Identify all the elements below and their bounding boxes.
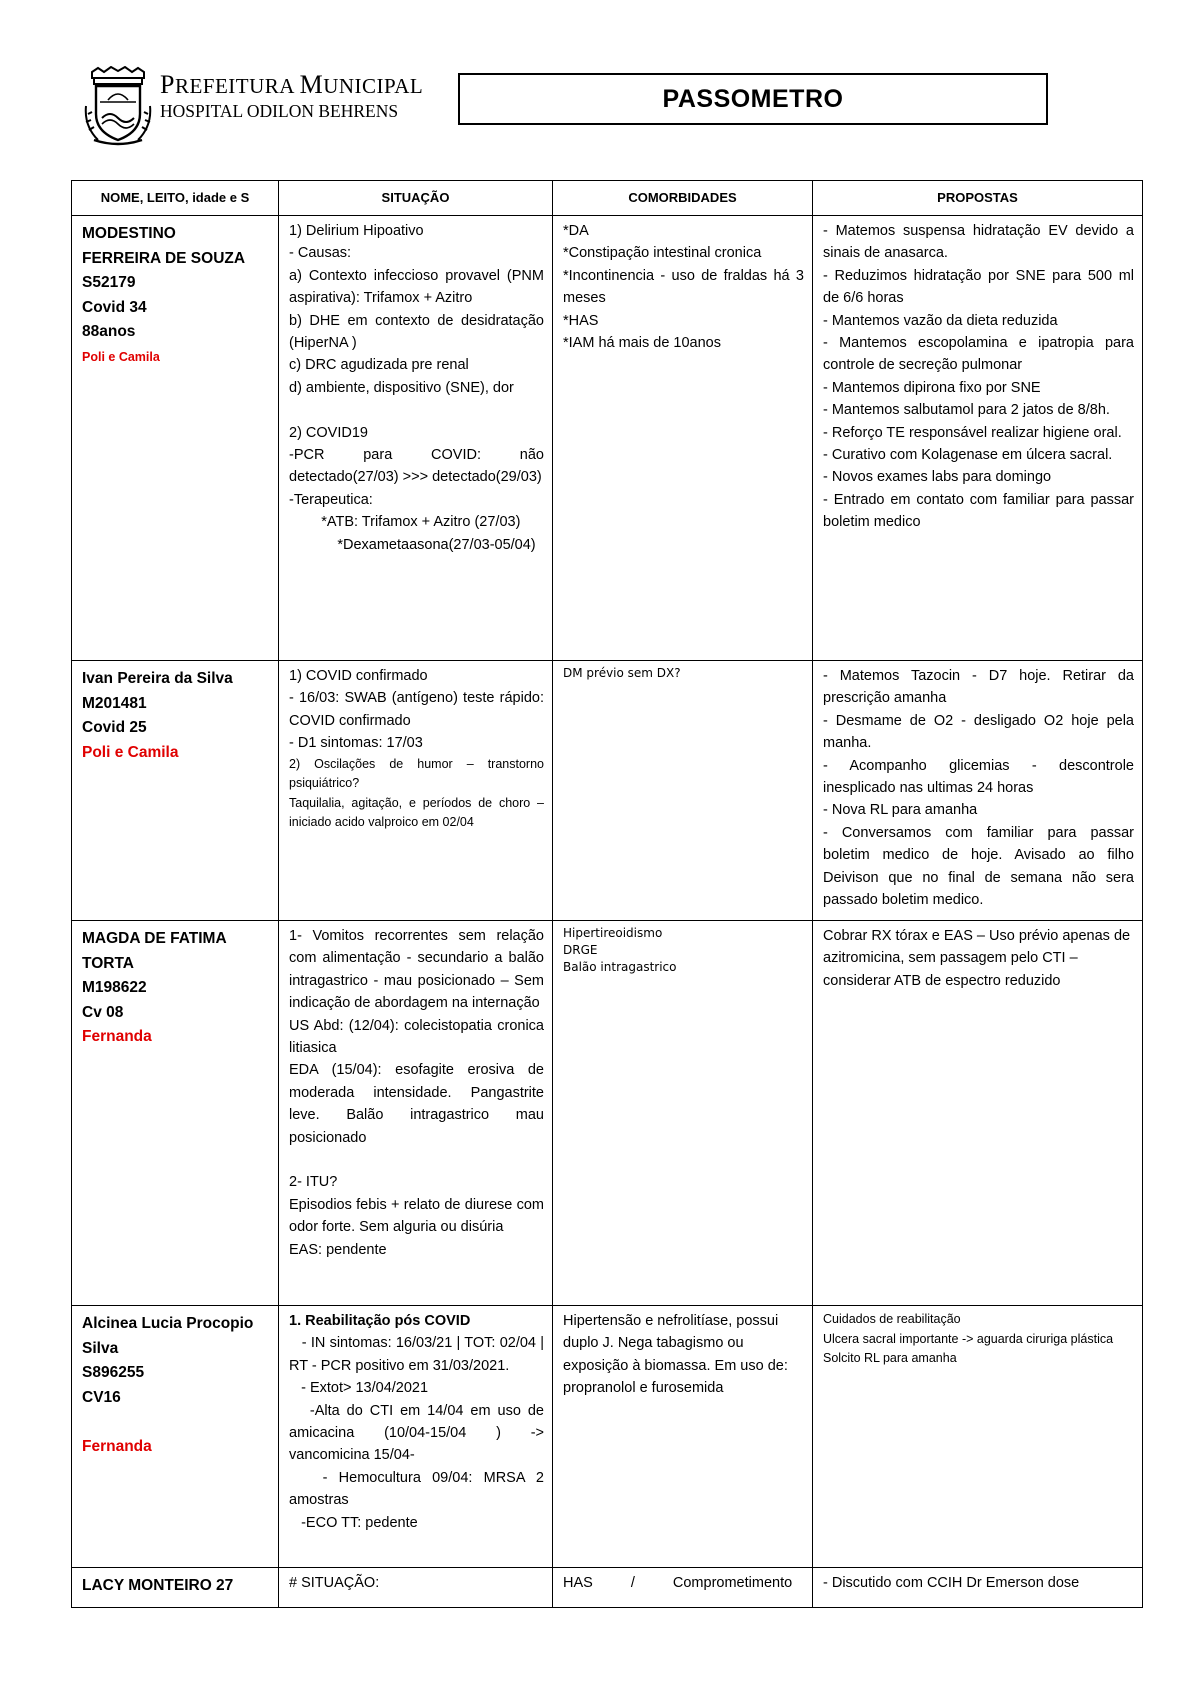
patient-name-line: TORTA: [82, 954, 134, 972]
comorbidities-cell: Hipertensão e nefrolitíase, possui duplo J. Nega tabagismo ou exposição à biomassa. Em uso de: propranolol e furosemida: [553, 1306, 813, 1568]
situation-line: 1) COVID confirmado: [289, 668, 428, 684]
patient-bed: Covid 25: [82, 719, 147, 736]
situation-line: 1- Vomitos recorrentes sem relação com alimentação - secundario a balão intragastrico - mau posicionado – Sem indicação de abordagem na internação: [289, 928, 549, 1012]
column-header: PROPOSTAS: [813, 181, 1143, 216]
document-header: [80, 64, 1050, 144]
proposals-cell: Cobrar RX tórax e EAS – Uso prévio apenas de azitromicina, sem passagem pelo CTI – considerar ATB de espectro reduzido: [813, 921, 1143, 1306]
table-row: [72, 216, 1143, 661]
patient-identification: [72, 216, 279, 661]
situation-line: d) ambiente, dispositivo (SNE), dor: [289, 379, 514, 396]
situation-line: 1) Delirium Hipoativo: [289, 223, 424, 239]
situation-line: Taquilalia, agitação, e períodos de choro – iniciado acido valproico em 02/04: [289, 795, 548, 830]
comorbidities-cell: [553, 921, 813, 1306]
patient-name-line: Silva: [82, 1339, 119, 1357]
situation-line: 2) Oscilações de humor – transtorno psiquiátrico?: [289, 756, 548, 791]
situation-line: [289, 1149, 544, 1171]
comorbidity-line: *DA: [563, 223, 589, 239]
situation-cell: [279, 921, 553, 1306]
situation-line: -ECO TT: pedente: [289, 1514, 418, 1531]
proposal-line: - Matemos Tazocin - D7 hoje. Retirar da prescrição amanha: [823, 668, 1139, 707]
situation-line: 2) COVID19: [289, 424, 368, 441]
patient-name-line: MAGDA DE FATIMA: [82, 930, 227, 947]
proposal-line: - Novos exames labs para domingo: [823, 469, 1052, 486]
column-header: NOME, LEITO, idade e S: [72, 181, 279, 216]
proposals-cell: [813, 1306, 1143, 1568]
comorbidity-line: *Incontinencia - uso de fraldas há 3 meses: [563, 267, 809, 307]
table-row: [72, 921, 1143, 1306]
patient-record: S896255: [82, 1364, 145, 1381]
situation-line: a) Contexto infeccioso provavel (PNM aspirativa): Trifamox + Azitro: [289, 267, 549, 307]
proposal-line: Solcito RL para amanha: [823, 1351, 957, 1365]
proposal-line: - Mantemos dipirona fixo por SNE: [823, 379, 1041, 396]
proposal-line: Ulcera sacral importante -> aguarda ciruriga plástica: [823, 1331, 1114, 1346]
municipal-coat-of-arms-icon: [84, 66, 152, 146]
comorbidity-line: *HAS: [563, 312, 599, 329]
situation-line: -Alta do CTI em 14/04 em uso de amicacina (10/04-15/04 ) -> vancomicina 15/04-: [289, 1402, 549, 1464]
handover-table: [71, 180, 1143, 1608]
table-row: [72, 1568, 1143, 1608]
situation-line: - D1 sintomas: 17/03: [289, 735, 423, 752]
situation-line: - Causas:: [289, 245, 352, 262]
care-team: Fernanda: [82, 1437, 152, 1455]
proposal-line: - Mantemos salbutamol para 2 jatos de 8/8h.: [823, 402, 1110, 419]
patient-identification: [72, 1306, 279, 1568]
proposal-line: - Desmame de O2 - desligado O2 hoje pela manha.: [823, 712, 1139, 752]
patient-name-line: MODESTINO: [82, 225, 176, 242]
document-title: PASSOMETRO: [662, 84, 844, 113]
proposal-line: - Matemos suspensa hidratação EV devido a sinais de anasarca.: [823, 223, 1139, 262]
patient-name-line: FERREIRA DE SOUZA: [82, 249, 246, 267]
hospital-name: HOSPITAL ODILON BEHRENS: [160, 101, 399, 121]
patient-name-line: Alcinea Lucia Procopio: [82, 1315, 254, 1332]
proposals-cell: [813, 216, 1143, 661]
proposals-cell: [813, 661, 1143, 921]
column-header: COMORBIDADES: [553, 181, 813, 216]
patient-identification: LACY MONTEIRO 27: [72, 1568, 279, 1608]
document-title-box: [458, 73, 1048, 125]
patient-record: S52179: [82, 274, 136, 291]
situation-line: 2- ITU?: [289, 1174, 338, 1191]
municipality-name: PREFEITURA MUNICIPAL: [160, 70, 424, 99]
care-team: Poli e Camila: [82, 743, 179, 761]
situation-line: [289, 399, 544, 421]
proposal-line: - Entrado em contato com familiar para passar boletim medico: [823, 491, 1139, 531]
table-header-row: [72, 181, 1143, 216]
situation-heading: 1. Reabilitação pós COVID: [289, 1313, 471, 1329]
comorbidity-line: *IAM há mais de 10anos: [563, 335, 721, 352]
column-header: SITUAÇÃO: [279, 181, 553, 216]
situation-line: US Abd: (12/04): colecistopatia cronica litiasica: [289, 1017, 549, 1057]
proposal-line: - Mantemos escopolamina e ipatropia para controle de secreção pulmonar: [823, 335, 1139, 374]
comorbidities-cell: DM prévio sem DX?: [553, 661, 813, 921]
situation-line: *ATB: Trifamox + Azitro (27/03): [289, 514, 521, 531]
situation-line: - Hemocultura 09/04: MRSA 2 amostras: [289, 1469, 549, 1509]
proposal-line: - Reduzimos hidratação por SNE para 500 ml de 6/6 horas: [823, 267, 1139, 307]
situation-cell: [279, 661, 553, 921]
comorbidities-cell: [553, 1568, 813, 1608]
situation-line: Episodios febis + relato de diurese com odor forte. Sem alguria ou disúria: [289, 1196, 549, 1236]
situation-line: - IN sintomas: 16/03/21 | TOT: 02/04 | RT - PCR positivo em 31/03/2021.: [289, 1335, 549, 1374]
situation-cell: # SITUAÇÃO:: [279, 1568, 553, 1608]
proposal-line: - Reforço TE responsável realizar higiene oral.: [823, 424, 1122, 441]
proposal-line: - Nova RL para amanha: [823, 802, 978, 819]
patient-identification: [72, 921, 279, 1306]
patient-record: M198622: [82, 979, 147, 996]
comorbidity-line: *Constipação intestinal cronica: [563, 245, 762, 262]
proposal-line: - Acompanho glicemias - descontrole inesplicado nas ultimas 24 horas: [823, 757, 1139, 797]
table-row: [72, 1306, 1143, 1568]
situation-line: b) DHE em contexto de desidratação (HiperNA ): [289, 312, 549, 352]
situation-line: EDA (15/04): esofagite erosiva de moderada intensidade. Pangastrite leve. Balão intragastrico mau posicionado: [289, 1062, 549, 1146]
patient-bed: CV16: [82, 1388, 121, 1406]
proposal-line: - Conversamos com familiar para passar boletim medico de hoje. Avisado ao filho Deivison que no final de semana não sera passado boletim medico.: [823, 824, 1139, 909]
care-team: Fernanda: [82, 1028, 152, 1045]
organization-block: [160, 70, 423, 122]
patient-identification: [72, 661, 279, 921]
table-row: [72, 661, 1143, 921]
situation-line: - 16/03: SWAB (antígeno) teste rápido: COVID confirmado: [289, 690, 549, 729]
patient-bed: Covid 34: [82, 298, 147, 316]
patient-name-line: Ivan Pereira da Silva: [82, 670, 233, 687]
comorbidity-line: Balão intragastrico: [563, 960, 677, 974]
situation-line: -Terapeutica:: [289, 491, 373, 508]
comorbidities-cell: [553, 216, 813, 661]
situation-line: - Extot> 13/04/2021: [289, 1380, 429, 1397]
situation-cell: [279, 216, 553, 661]
situation-line: -PCR para COVID: não detectado(27/03) >>> detectado(29/03): [289, 447, 549, 486]
patient-age: 88anos: [82, 323, 136, 340]
proposals-cell: - Discutido com CCIH Dr Emerson dose: [813, 1568, 1143, 1608]
care-team: Poli e Camila: [82, 349, 160, 364]
proposal-line: - Mantemos vazão da dieta reduzida: [823, 312, 1058, 329]
situation-line: c) DRC agudizada pre renal: [289, 357, 469, 374]
situation-line: EAS: pendente: [289, 1241, 387, 1258]
proposal-line: - Curativo com Kolagenase em úlcera sacral.: [823, 447, 1113, 464]
comorbidity-line: DRGE: [563, 943, 598, 957]
situation-line: *Dexametaasona(27/03-05/04): [289, 536, 536, 553]
proposal-line: Cuidados de reabilitação: [823, 1312, 961, 1326]
situation-cell: [279, 1306, 553, 1568]
patient-record: M201481: [82, 694, 147, 712]
patient-bed: Cv 08: [82, 1003, 124, 1021]
comorbidity-line: HAS / Comprometimento: [563, 1575, 793, 1591]
comorbidity-line: Hipertireoidismo: [563, 926, 663, 940]
